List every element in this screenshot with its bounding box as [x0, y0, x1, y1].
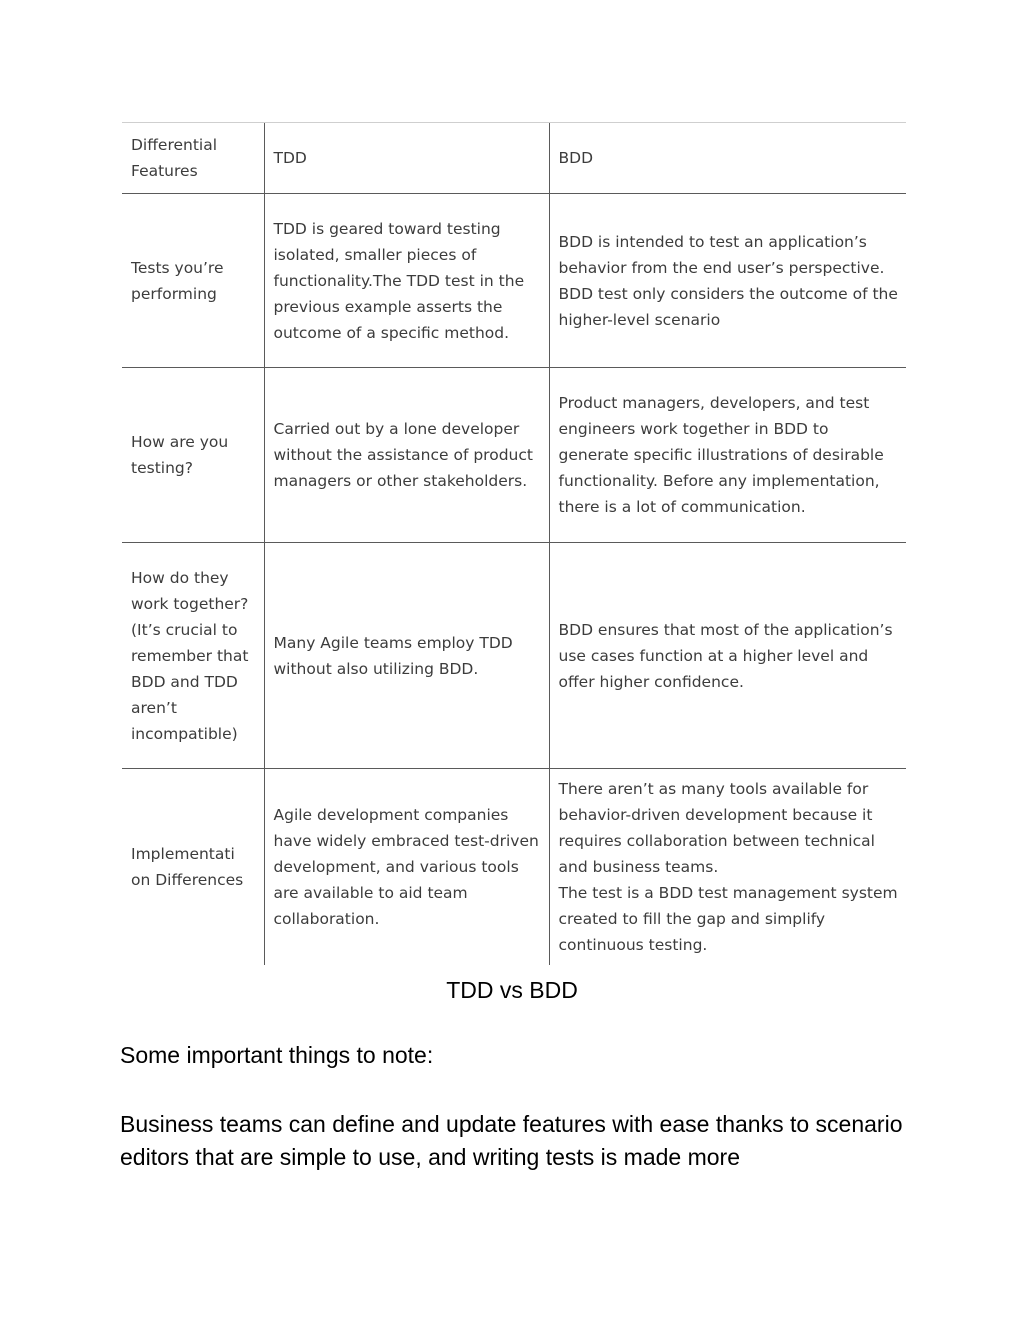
feature-cell: Tests you’re performing — [122, 194, 264, 368]
bdd-cell-text-extra: The test is a BDD test management system created to fill the gap and simplify continuous testing. — [558, 884, 898, 954]
bdd-cell: Product managers, developers, and test engineers work together in BDD to generate specific illustrations of desirable functionality. Before any implementation, there is a lot of communication. — [549, 368, 906, 543]
feature-cell: How do they work together? (It’s crucial to remember that BDD and TDD aren’t incompatible) — [122, 543, 264, 769]
table-row — [122, 194, 906, 368]
bdd-cell — [549, 769, 906, 966]
table-caption: TDD vs BDD — [446, 977, 578, 1003]
header-tdd: TDD — [264, 123, 549, 194]
bdd-cell-text: There aren’t as many tools available for behavior-driven development because it requires collaboration between technical and business teams. — [558, 780, 875, 876]
feature-cell: How are you testing? — [122, 368, 264, 543]
comparison-table — [122, 122, 906, 965]
tdd-cell: TDD is geared toward testing isolated, smaller pieces of functionality.The TDD test in the previous example asserts the outcome of a specific method. — [264, 194, 549, 368]
feature-cell: Implementati on Differences — [131, 845, 244, 889]
header-differential-features: Differential Features — [122, 123, 264, 194]
table-row — [122, 368, 906, 543]
tdd-cell: Agile development companies have widely embraced test-driven development, and various tools are available to aid team collaboration. — [264, 769, 549, 966]
note-heading: Some important things to note: — [120, 1042, 434, 1068]
body-paragraph: Business teams can define and update features with ease thanks to scenario editors that are simple to use, and writing tests is made more — [120, 1111, 903, 1170]
bdd-cell: BDD is intended to test an application’s behavior from the end user’s perspective. BDD test only considers the outcome of the higher-level scenario — [549, 194, 906, 368]
table-row — [122, 769, 906, 966]
table-header-row — [122, 123, 906, 194]
tdd-cell: Carried out by a lone developer without the assistance of product managers or other stakeholders. — [264, 368, 549, 543]
tdd-cell: Many Agile teams employ TDD without also utilizing BDD. — [264, 543, 549, 769]
bdd-cell: BDD ensures that most of the application’s use cases function at a higher level and offer higher confidence. — [549, 543, 906, 769]
comparison-table-image — [122, 122, 906, 967]
header-bdd: BDD — [549, 123, 906, 194]
table-row — [122, 543, 906, 769]
